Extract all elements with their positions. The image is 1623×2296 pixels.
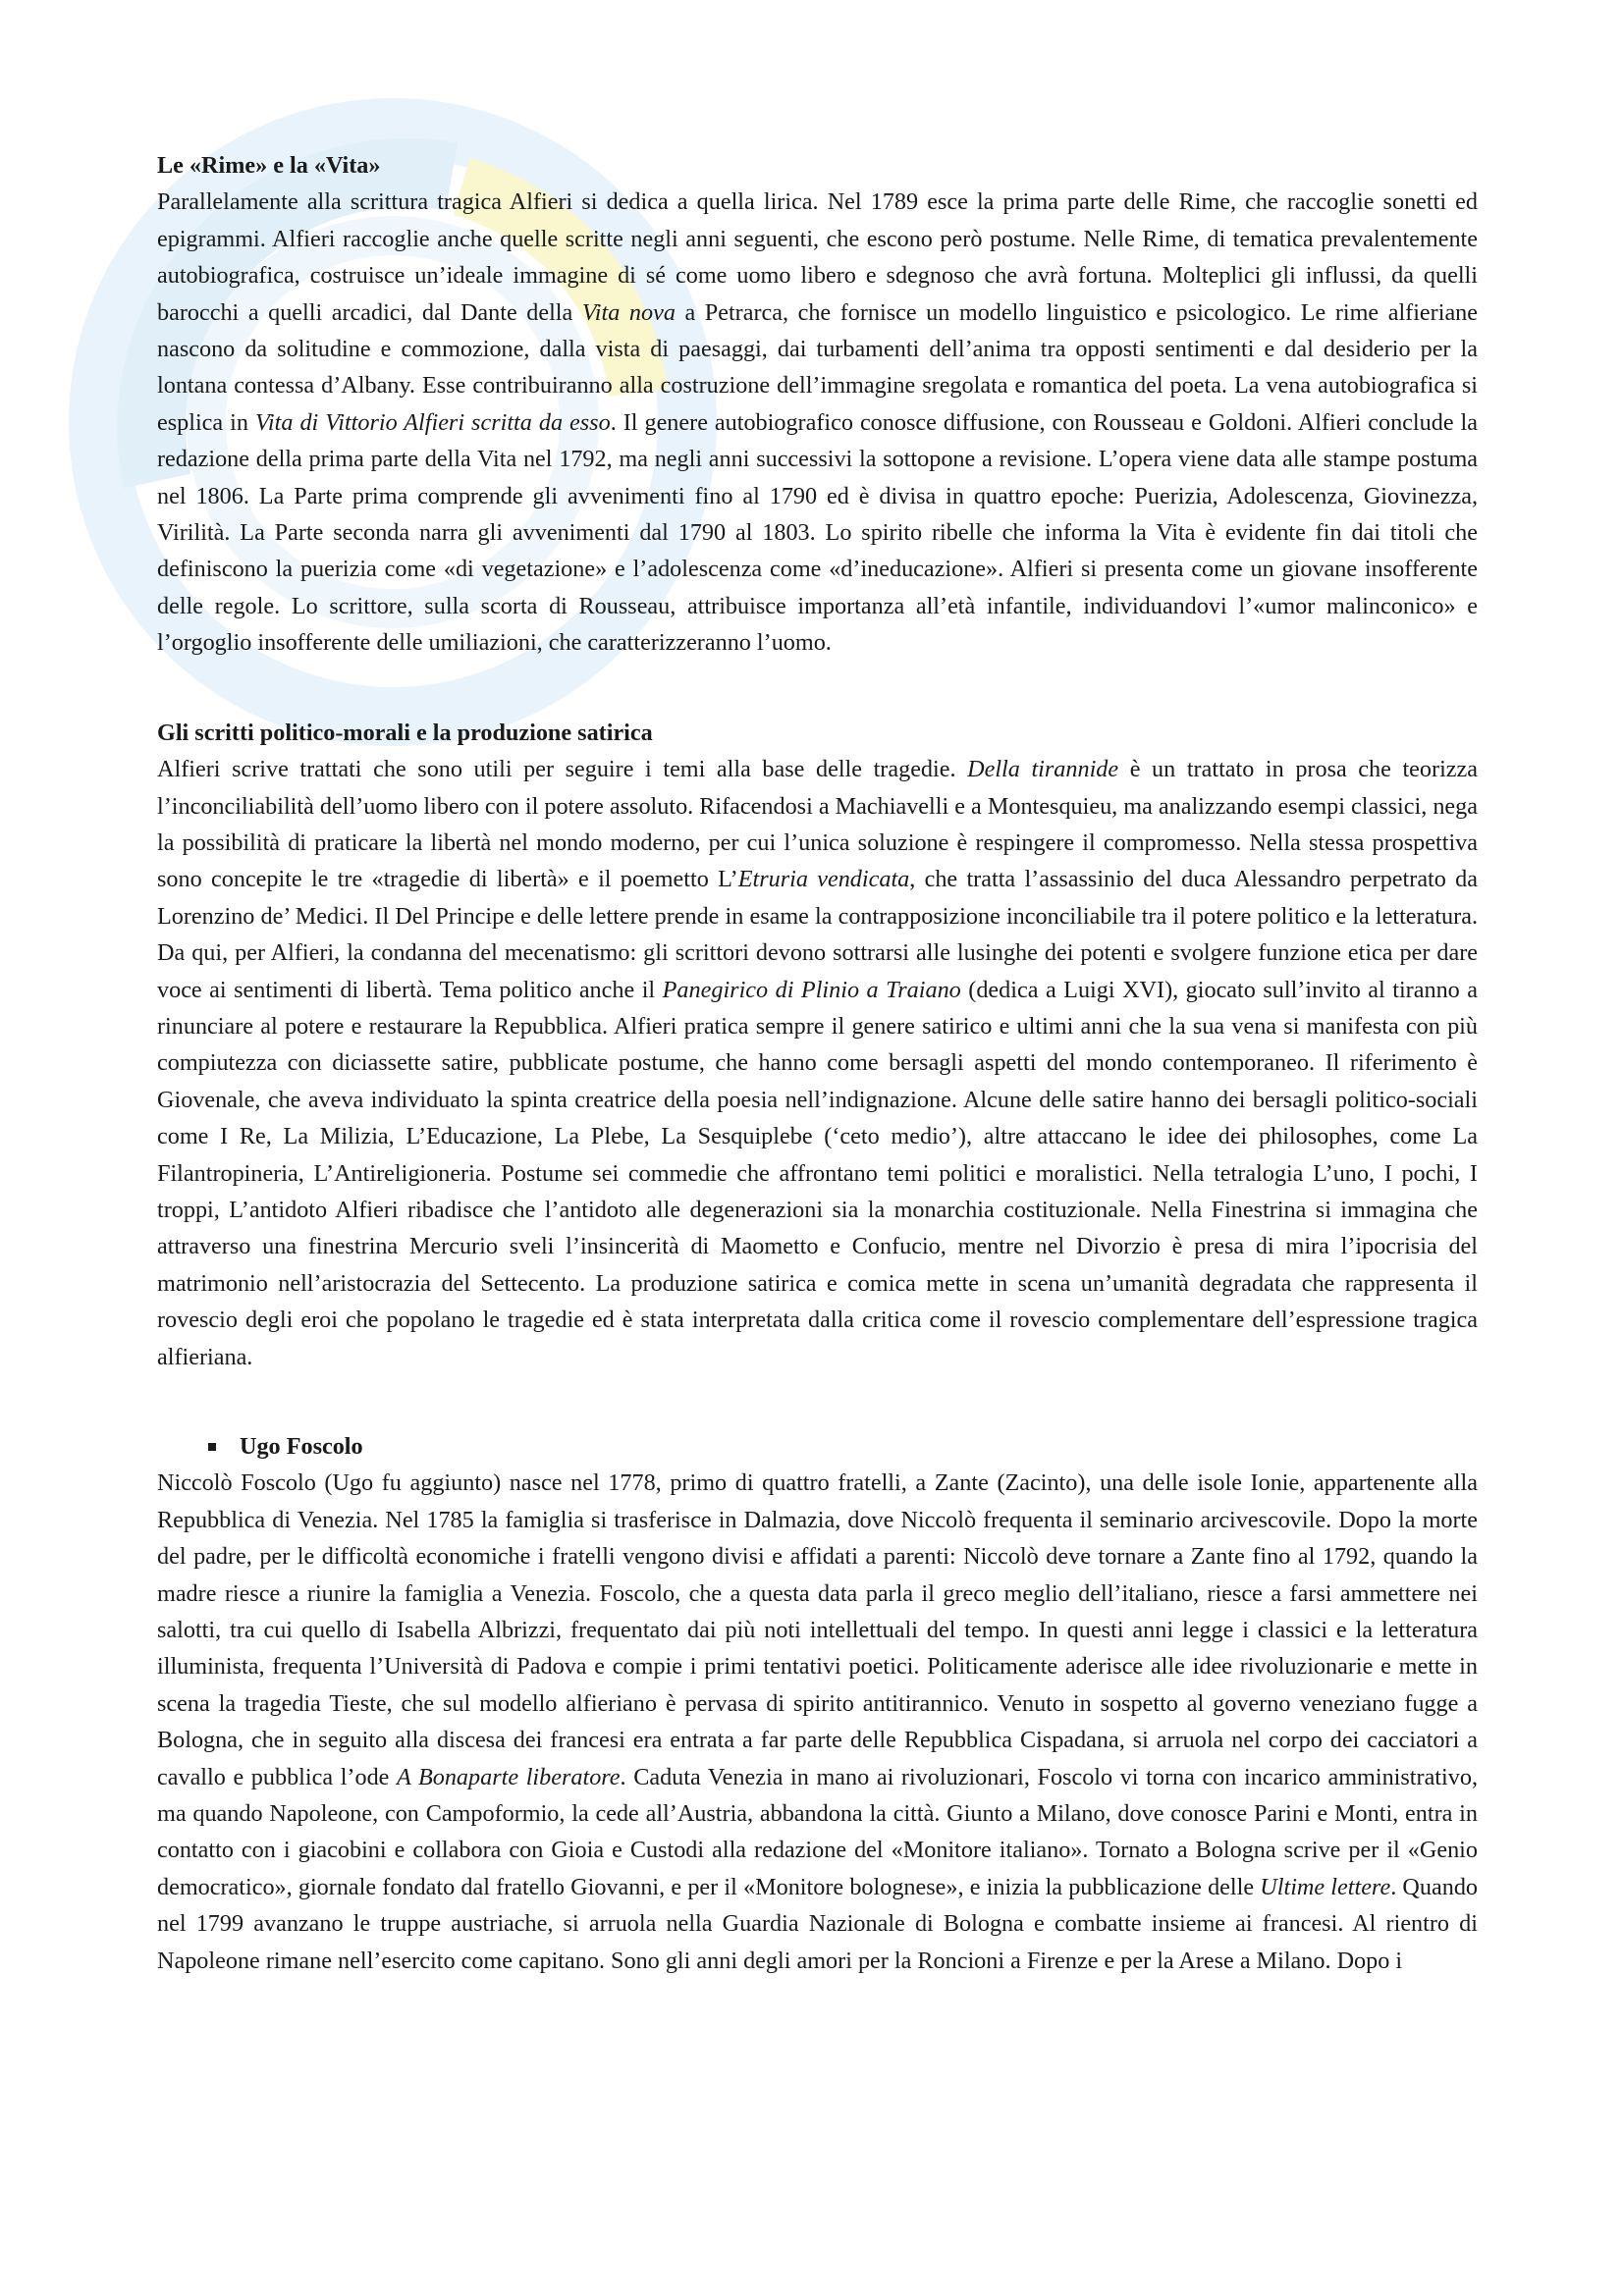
section-heading-scritti-politici: Gli scritti politico-morali e la produzione satirica	[157, 719, 653, 746]
paragraph-foscolo: Niccolò Foscolo (Ugo fu aggiunto) nasce nel 1778, primo di quattro fratelli, a Zante (Zacinto), una delle isole Ionie, appartenente alla Repubblica di Venezia. Nel 1785 la famiglia si trasferisce in Dalmazia, dove Niccolò frequenta il seminario arcivescovile. Dopo la morte del padre, per le difficoltà economiche i fratelli vengono divisi e affidati a parenti: Niccolò deve tornare a Zante fino al 1792, quando la madre riesce a riunire la famiglia a Venezia. Foscolo, che a questa data parla il greco meglio dell’italiano, riesce a farsi ammettere nei salotti, tra cui quello di Isabella Albrizzi, frequentato dai più noti intellettuali del tempo. In questi anni legge i classici e la letteratura illuminista, frequenta l’Università di Padova e compie i primi tentativi poetici. Politicamente aderisce alle idee rivoluzionarie e mette in scena la tragedia Tieste, che sul modello alfieriano è pervasa di spirito antitirannico. Venuto in sospetto al governo veneziano fugge a Bologna, che in seguito alla discesa dei francesi era entrata a far parte delle Repubblica Cispadana, si arruola nel corpo dei cacciatori a cavallo e pubblica l’ode A Bonaparte liberatore. Caduta Venezia in mano ai rivoluzionari, Foscolo vi torna con incarico amministrativo, ma quando Napoleone, con Campoformio, la cede all’Austria, abbandona la città. Giunto a Milano, dove conosce Parini e Monti, entra in contatto con i giacobini e collabora con Gioia e Custodi alla redazione del «Monitore italiano». Tornato a Bologna scrive per il «Genio democratico», giornale fondato dal fratello Giovanni, e per il «Monitore bolognese», e inizia la pubblicazione delle Ultime lettere. Quando nel 1799 avanzano le truppe austriache, si arruola nella Guardia Nazionale di Bologna e combatte insieme ai francesi. Al rientro di Napoleone rimane nell’esercito come capitano. Sono gli anni degli amori per la Roncioni a Firenze e per la Arese a Milano. Dopo i	[157, 1469, 1479, 1974]
paragraph-scritti-politici: Alfieri scrive trattati che sono utili per seguire i temi alla base delle tragedie. Della tirannide è un trattato in prosa che teorizza l’inconciliabilità dell’uomo libero con il potere assoluto. Rifacendosi a Machiavelli e a Montesquieu, ma analizzando esempi classici, nega la possibilità di praticare la libertà nel mondo moderno, per cui l’unica soluzione è respingere il compromesso. Nella stessa prospettiva sono concepite le tre «tragedie di libertà» e il poemetto L’Etruria vendicata, che tratta l’assassinio del duca Alessandro perpetrato da Lorenzino de’ Medici. Il Del Principe e delle lettere prende in esame la contrapposizione inconciliabile tra il potere politico e la letteratura. Da qui, per Alfieri, la condanna del mecenatismo: gli scrittori devono sottrarsi alle lusinghe dei potenti e svolgere funzione etica per dare voce ai sentimenti di libertà. Tema politico anche il Panegirico di Plinio a Traiano (dedica a Luigi XVI), giocato sull’invito al tiranno a rinunciare al potere e restaurare la Repubblica. Alfieri pratica sempre il genere satirico e ultimi anni che la sua vena si manifesta con più compiutezza con diciassette satire, pubblicate postume, che hanno come bersagli aspetti del mondo contemporaneo. Il riferimento è Giovenale, che aveva individuato la spinta creatrice della poesia nell’indignazione. Alcune delle satire hanno dei bersagli politico-sociali come I Re, La Milizia, L’Educazione, La Plebe, La Sesquiplebe (‘ceto medio’), altre attaccano le idee dei philosophes, come La Filantropineria, L’Antireligioneria. Postume sei commedie che affrontano temi politici e moralistici. Nella tetralogia L’uno, I pochi, I troppi, L’antidoto Alfieri ribadisce che l’antidoto alle degenerazioni sia la monarchia costituzionale. Nella Finestrina si immagina che attraverso una finestrina Mercurio sveli l’insincerità di Maometto e Confucio, mentre nel Divorzio è presa di mira l’ipocrisia del matrimonio nell’aristocrazia del Settecento. La produzione satirica e comica mette in scena un’umanità degradata che rappresenta il rovescio degli eroi che popolano le tragedie ed è stata interpretata dalla critica come il rovescio complementare dell’espressione tragica alfieriana.	[157, 756, 1478, 1370]
section-heading-foscolo	[157, 1428, 1478, 1465]
document-page	[157, 147, 1478, 1979]
heading-text: Ugo Foscolo	[240, 1433, 363, 1460]
paragraph-rime-vita: Parallelamente alla scrittura tragica Alfieri si dedica a quella lirica. Nel 1789 esce la prima parte delle Rime, che raccoglie sonetti ed epigrammi. Alfieri raccoglie anche quelle scritte negli anni seguenti, che escono però postume. Nelle Rime, di tematica prevalentemente autobiografica, costruisce un’ideale immagine di sé come uomo libero e sdegnoso che avrà fortuna. Molteplici gli influssi, da quelli barocchi a quelli arcadici, dal Dante della Vita nova a Petrarca, che fornisce un modello linguistico e psicologico. Le rime alfieriane nascono da solitudine e commozione, dalla vista di paesaggi, dai turbamenti dell’anima tra opposti sentimenti e dal desiderio per la lontana contessa d’Albany. Esse contribuiranno alla costruzione dell’immagine sregolata e romantica del poeta. La vena autobiografica si esplica in Vita di Vittorio Alfieri scritta da esso. Il genere autobiografico conosce diffusione, con Rousseau e Goldoni. Alfieri conclude la redazione della prima parte della Vita nel 1792, ma negli anni successivi la sottopone a revisione. L’opera viene data alle stampe postuma nel 1806. La Parte prima comprende gli avvenimenti fino al 1790 ed è divisa in quattro epoche: Puerizia, Adolescenza, Giovinezza, Virilità. La Parte seconda narra gli avvenimenti dal 1790 al 1803. Lo spirito ribelle che informa la Vita è evidente fin dai titoli che definiscono la puerizia come «di vegetazione» e l’adolescenza come «d’ineducazione». Alfieri si presenta come un giovane insofferente delle regole. Lo scrittore, sulla scorta di Rousseau, attribuisce importanza all’età infantile, individuandovi l’«umor malinconico» e l’orgoglio insofferente delle umiliazioni, che caratterizzeranno l’uomo.	[157, 188, 1479, 657]
bullet-square-icon	[208, 1443, 216, 1451]
section-heading-rime-vita: Le «Rime» e la «Vita»	[157, 152, 381, 179]
